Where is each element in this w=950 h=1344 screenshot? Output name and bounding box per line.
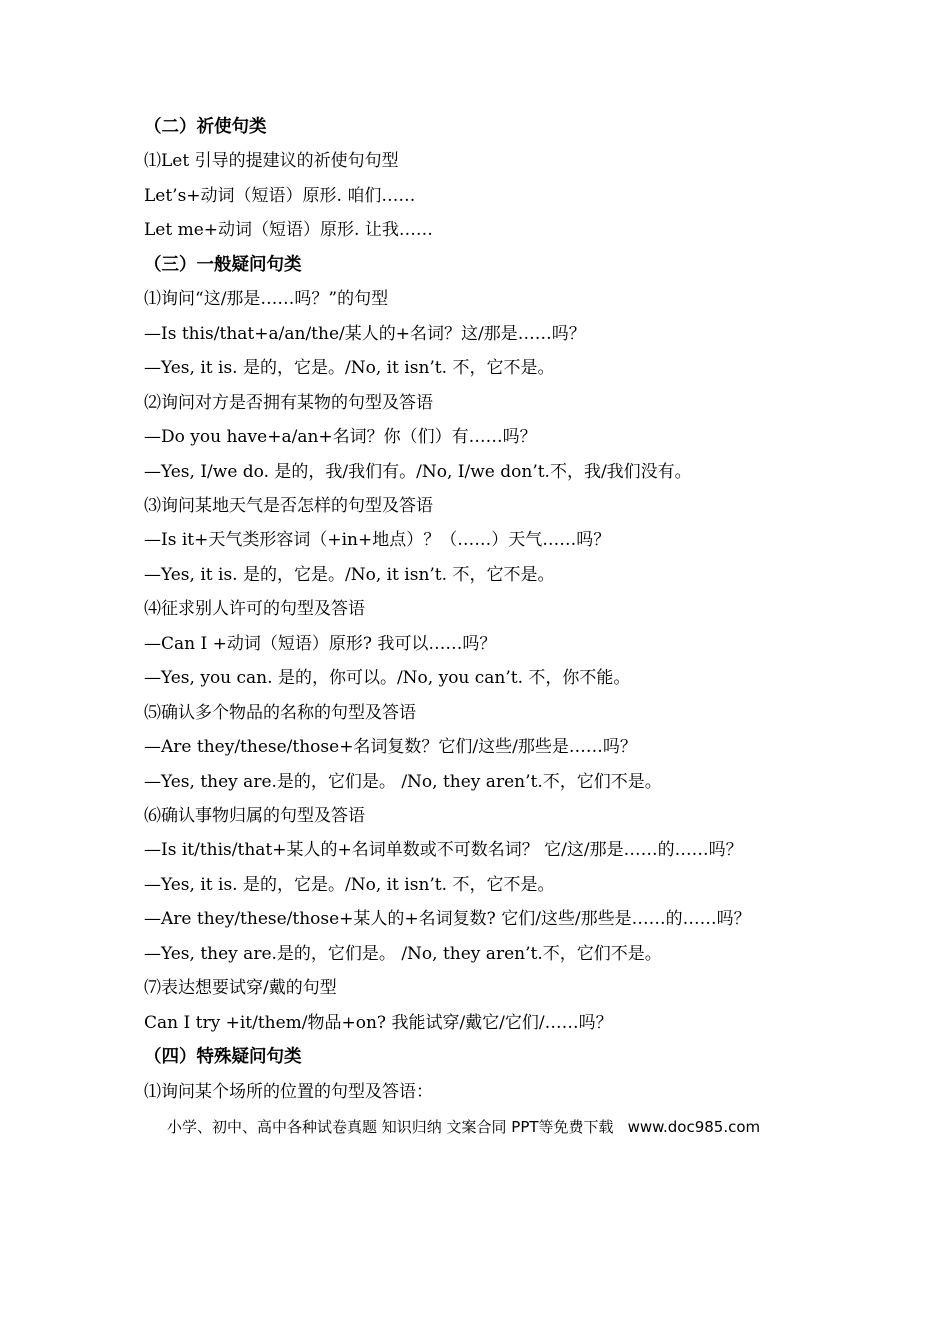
section-heading: （四）特殊疑问句类 [144, 1047, 302, 1067]
text-line: —Can I +动词（短语）原形? 我可以……吗？ [144, 634, 497, 654]
text-line: Can I try +it/them/物品+on? 我能试穿/戴它/它们/……吗？ [144, 1013, 613, 1033]
text-line: —Is this/that+a/an/the/某人的+名词？这/那是……吗？ [144, 324, 586, 344]
text-line: —Yes, I/we do. 是的，我/我们有。/No, I/we don’t.不，我/我们没有。 [144, 462, 692, 482]
text-line: —Do you have+a/an+名词？你（们）有……吗？ [144, 427, 537, 447]
text-line: —Yes, they are.是的，它们是。 /No, they aren’t.不，它们不是。 [144, 772, 662, 792]
text-line: —Are they/these/those+某人的+名词复数? 它们/这些/那些是……的……吗？ [144, 909, 751, 929]
text-line: ⑺表达想要试穿/戴的句型 [144, 978, 337, 998]
text-line: —Yes, it is. 是的，它是。/No, it isn’t. 不，它不是。 [144, 565, 555, 585]
text-line: ⑷征求别人许可的句型及答语 [144, 599, 365, 619]
text-line: —Yes, you can. 是的，你可以。/No, you can’t. 不，你不能。 [144, 668, 631, 688]
footer-text: 小学、初中、高中各种试卷真题 知识归纳 文案合同 PPT等免费下载 [167, 1118, 614, 1136]
text-line: Let me+动词（短语）原形. 让我…… [144, 220, 433, 240]
text-line: —Yes, it is. 是的，它是。/No, it isn’t. 不，它不是。 [144, 875, 555, 895]
text-line: —Is it+天气类形容词（+in+地点）？（……）天气……吗？ [144, 530, 611, 550]
text-line: ⑴询问某个场所的位置的句型及答语： [144, 1082, 433, 1102]
section-heading: （二）祈使句类 [144, 117, 267, 137]
text-line: ⑴Let 引导的提建议的祈使句句型 [144, 151, 399, 171]
page-footer [167, 1117, 760, 1137]
text-line: Let’s+动词（短语）原形. 咱们…… [144, 186, 416, 206]
footer-url: www.doc985.com [627, 1118, 761, 1136]
text-line: —Is it/this/that+某人的+名词单数或不可数名词？ 它/这/那是……的……吗？ [144, 840, 743, 860]
text-line: ⑴询问“这/那是……吗？”的句型 [144, 289, 389, 309]
text-line: —Yes, it is. 是的，它是。/No, it isn’t. 不，它不是。 [144, 358, 555, 378]
text-line: ⑸确认多个物品的名称的句型及答语 [144, 703, 416, 723]
section-heading: （三）一般疑问句类 [144, 255, 302, 275]
text-line: —Are they/these/those+名词复数？它们/这些/那些是……吗？ [144, 737, 637, 757]
text-line: —Yes, they are.是的，它们是。 /No, they aren’t.不，它们不是。 [144, 944, 662, 964]
text-line: ⑶询问某地天气是否怎样的句型及答语 [144, 496, 433, 516]
text-line: ⑵询问对方是否拥有某物的句型及答语 [144, 393, 433, 413]
text-line: ⑹确认事物归属的句型及答语 [144, 806, 365, 826]
